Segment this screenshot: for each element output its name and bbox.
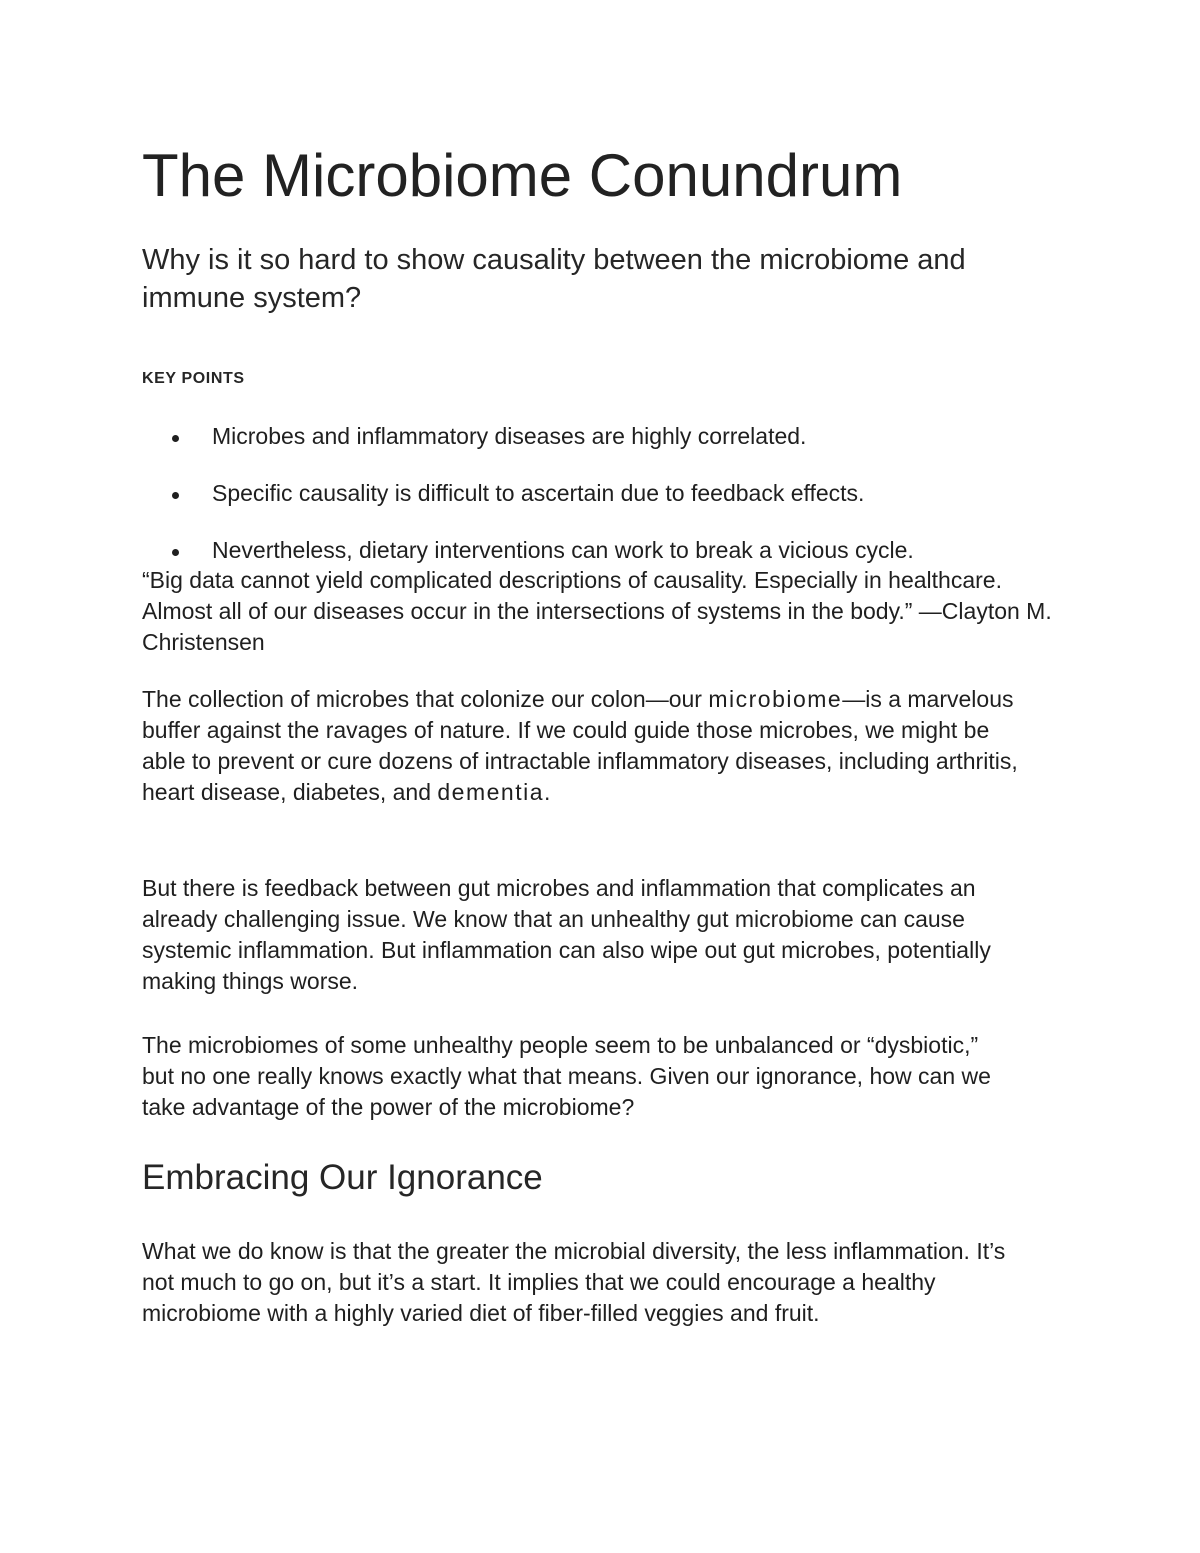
bullet-icon	[172, 492, 179, 499]
section-heading: Embracing Our Ignorance	[142, 1158, 543, 1197]
paragraph-1-text: The collection of microbes that colonize our colon—our	[142, 686, 709, 712]
paragraph-1-text-continued: —is a marvelous buffer against the ravages of nature. If we could guide those microbes, we might be able to prevent or cure dozens of intractable inflammatory diseases, including arthritis, heart disease, diabetes, and	[142, 686, 1018, 805]
microbiome-emphasis: microbiome	[708, 686, 843, 712]
bullet-icon	[172, 549, 179, 556]
key-point-text: Microbes and inflammatory diseases are highly correlated.	[212, 423, 807, 449]
article-subtitle: Why is it so hard to show causality between the microbiome and immune system?	[142, 244, 966, 314]
body-paragraph-2: But there is feedback between gut microbes and inflammation that complicates an already challenging issue. We know that an unhealthy gut microbiome can cause systemic inflammation. But inflammation can also wipe out gut microbes, potentially making things worse.	[142, 875, 991, 994]
key-point-text: Nevertheless, dietary interventions can work to break a vicious cycle.	[212, 537, 914, 563]
body-paragraph-4: What we do know is that the greater the microbial diversity, the less inflammation. It’s not much to go on, but it’s a start. It implies that we could encourage a healthy microbiome with a highly varied diet of fiber-filled veggies and fruit.	[142, 1238, 1006, 1326]
body-paragraph-1	[142, 684, 1032, 808]
dementia-emphasis: dementia.	[437, 779, 552, 805]
quote-paragraph: “Big data cannot yield complicated descriptions of causality. Especially in healthcare. Almost all of our diseases occur in the intersections of systems in the body.” —Clayton M. Christensen	[142, 567, 1052, 655]
body-paragraph-3: The microbiomes of some unhealthy people seem to be unbalanced or “dysbiotic,” but no one really knows exactly what that means. Given our ignorance, how can we take advantage of the power of the microbiome?	[142, 1032, 991, 1120]
article-title: The Microbiome Conundrum	[142, 142, 903, 209]
key-points-label: KEY POINTS	[142, 370, 245, 387]
key-point-text: Specific causality is difficult to ascertain due to feedback effects.	[212, 480, 865, 506]
bullet-icon	[172, 435, 179, 442]
